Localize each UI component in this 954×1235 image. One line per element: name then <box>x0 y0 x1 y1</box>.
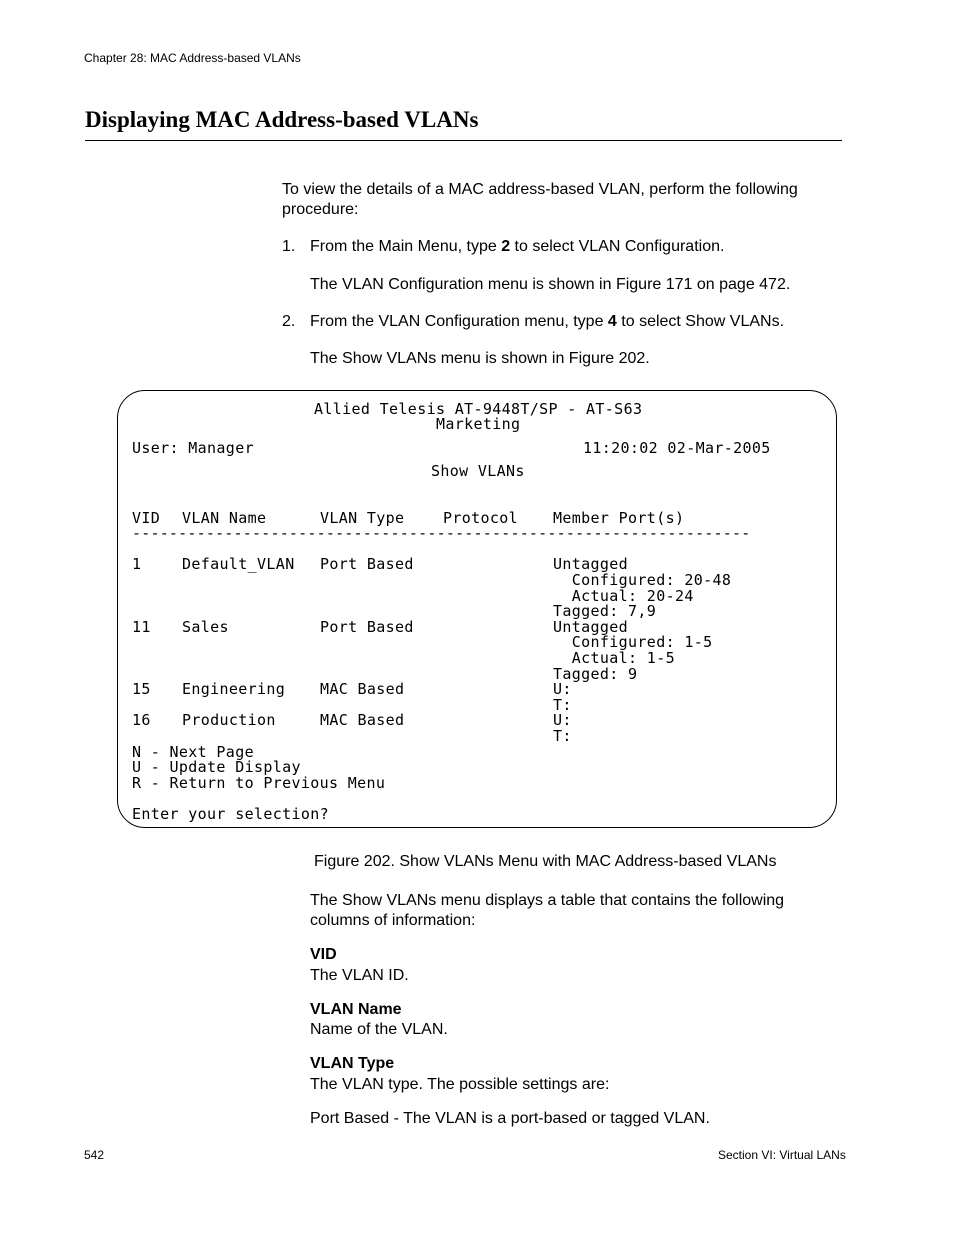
table-row-member: Configured: 20-48 <box>553 571 732 589</box>
column-header-member-ports: Member Port(s) <box>553 509 685 527</box>
table-row-vid: 11 <box>132 618 151 636</box>
table-row-type: MAC Based <box>320 680 405 698</box>
table-row-member: Actual: 1-5 <box>553 649 675 667</box>
option-update-display[interactable]: U - Update Display <box>132 758 301 776</box>
page-number: 542 <box>84 1148 105 1162</box>
figure-caption: Figure 202. Show VLANs Menu with MAC Address-based VLANs <box>314 853 777 870</box>
terminal-datetime: 11:20:02 02-Mar-2005 <box>583 439 771 457</box>
section-title: Displaying MAC Address-based VLANs <box>85 107 479 132</box>
terminal-menu-title: Show VLANs <box>431 462 525 480</box>
terminal-product: Allied Telesis AT-9448T/SP - AT-S63 <box>314 400 643 418</box>
selection-prompt[interactable]: Enter your selection? <box>132 805 329 823</box>
option-next-page[interactable]: N - Next Page <box>132 743 254 761</box>
terminal-separator: ------------------------------------------------------------------- <box>132 524 751 542</box>
definition-term-vid: VID <box>310 946 337 963</box>
definition-desc-vid: The VLAN ID. <box>310 967 409 984</box>
definition-desc-vlan-name: Name of the VLAN. <box>310 1021 448 1038</box>
column-header-vid: VID <box>132 509 161 527</box>
table-row-type: Port Based <box>320 555 414 573</box>
table-row-member: T: <box>553 696 572 714</box>
step-2-number: 2. <box>282 313 296 330</box>
definition-term-vlan-name: VLAN Name <box>310 1001 402 1018</box>
table-row-member: Tagged: 7,9 <box>553 602 657 620</box>
terminal-location: Marketing <box>436 415 521 433</box>
step-1-text: From the Main Menu, type 2 to select VLAN Configuration. <box>310 238 725 255</box>
setting-port-based: Port Based - The VLAN is a port-based or tagged VLAN. <box>310 1110 710 1127</box>
definition-desc-vlan-type: The VLAN type. The possible settings are: <box>310 1076 610 1093</box>
footer-section: Section VI: Virtual LANs <box>718 1148 846 1162</box>
option-return-previous-menu[interactable]: R - Return to Previous Menu <box>132 774 386 792</box>
description-paragraph: The Show VLANs menu displays a table that contains the following columns of information: <box>310 892 785 929</box>
table-row-member: Tagged: 9 <box>553 665 638 683</box>
table-row-vid: 16 <box>132 711 151 729</box>
step-1-number: 1. <box>282 238 296 255</box>
table-row-member: U: <box>553 680 572 698</box>
step-2-note: The Show VLANs menu is shown in Figure 202. <box>310 350 650 367</box>
table-row-vid: 15 <box>132 680 151 698</box>
table-row-member: T: <box>553 727 572 745</box>
table-row-vid: 1 <box>132 555 142 573</box>
running-head: Chapter 28: MAC Address-based VLANs <box>84 51 301 65</box>
column-header-protocol: Protocol <box>443 509 519 527</box>
step-1-note: The VLAN Configuration menu is shown in Figure 171 on page 472. <box>310 276 791 293</box>
table-row-name: Engineering <box>182 680 286 698</box>
table-row-member: U: <box>553 711 572 729</box>
table-row-member: Untagged <box>553 555 629 573</box>
definition-term-vlan-type: VLAN Type <box>310 1055 395 1072</box>
step-1-key: 2 <box>501 238 511 255</box>
column-header-vlan-type: VLAN Type <box>320 509 405 527</box>
table-row-member: Actual: 20-24 <box>553 587 694 605</box>
step-2-text: From the VLAN Configuration menu, type 4 to select Show VLANs. <box>310 313 785 330</box>
table-row-type: MAC Based <box>320 711 405 729</box>
table-row-name: Default_VLAN <box>182 555 295 573</box>
step-2-key: 4 <box>607 313 617 330</box>
terminal-screen <box>117 390 837 828</box>
table-row-name: Sales <box>182 618 229 636</box>
table-row-type: Port Based <box>320 618 414 636</box>
table-row-member: Untagged <box>553 618 629 636</box>
intro-paragraph: To view the details of a MAC address-based VLAN, perform the following procedure: <box>282 181 798 218</box>
column-header-vlan-name: VLAN Name <box>182 509 267 527</box>
terminal-user: User: Manager <box>132 439 254 457</box>
title-rule <box>85 140 842 141</box>
table-row-name: Production <box>182 711 276 729</box>
table-row-member: Configured: 1-5 <box>553 633 713 651</box>
